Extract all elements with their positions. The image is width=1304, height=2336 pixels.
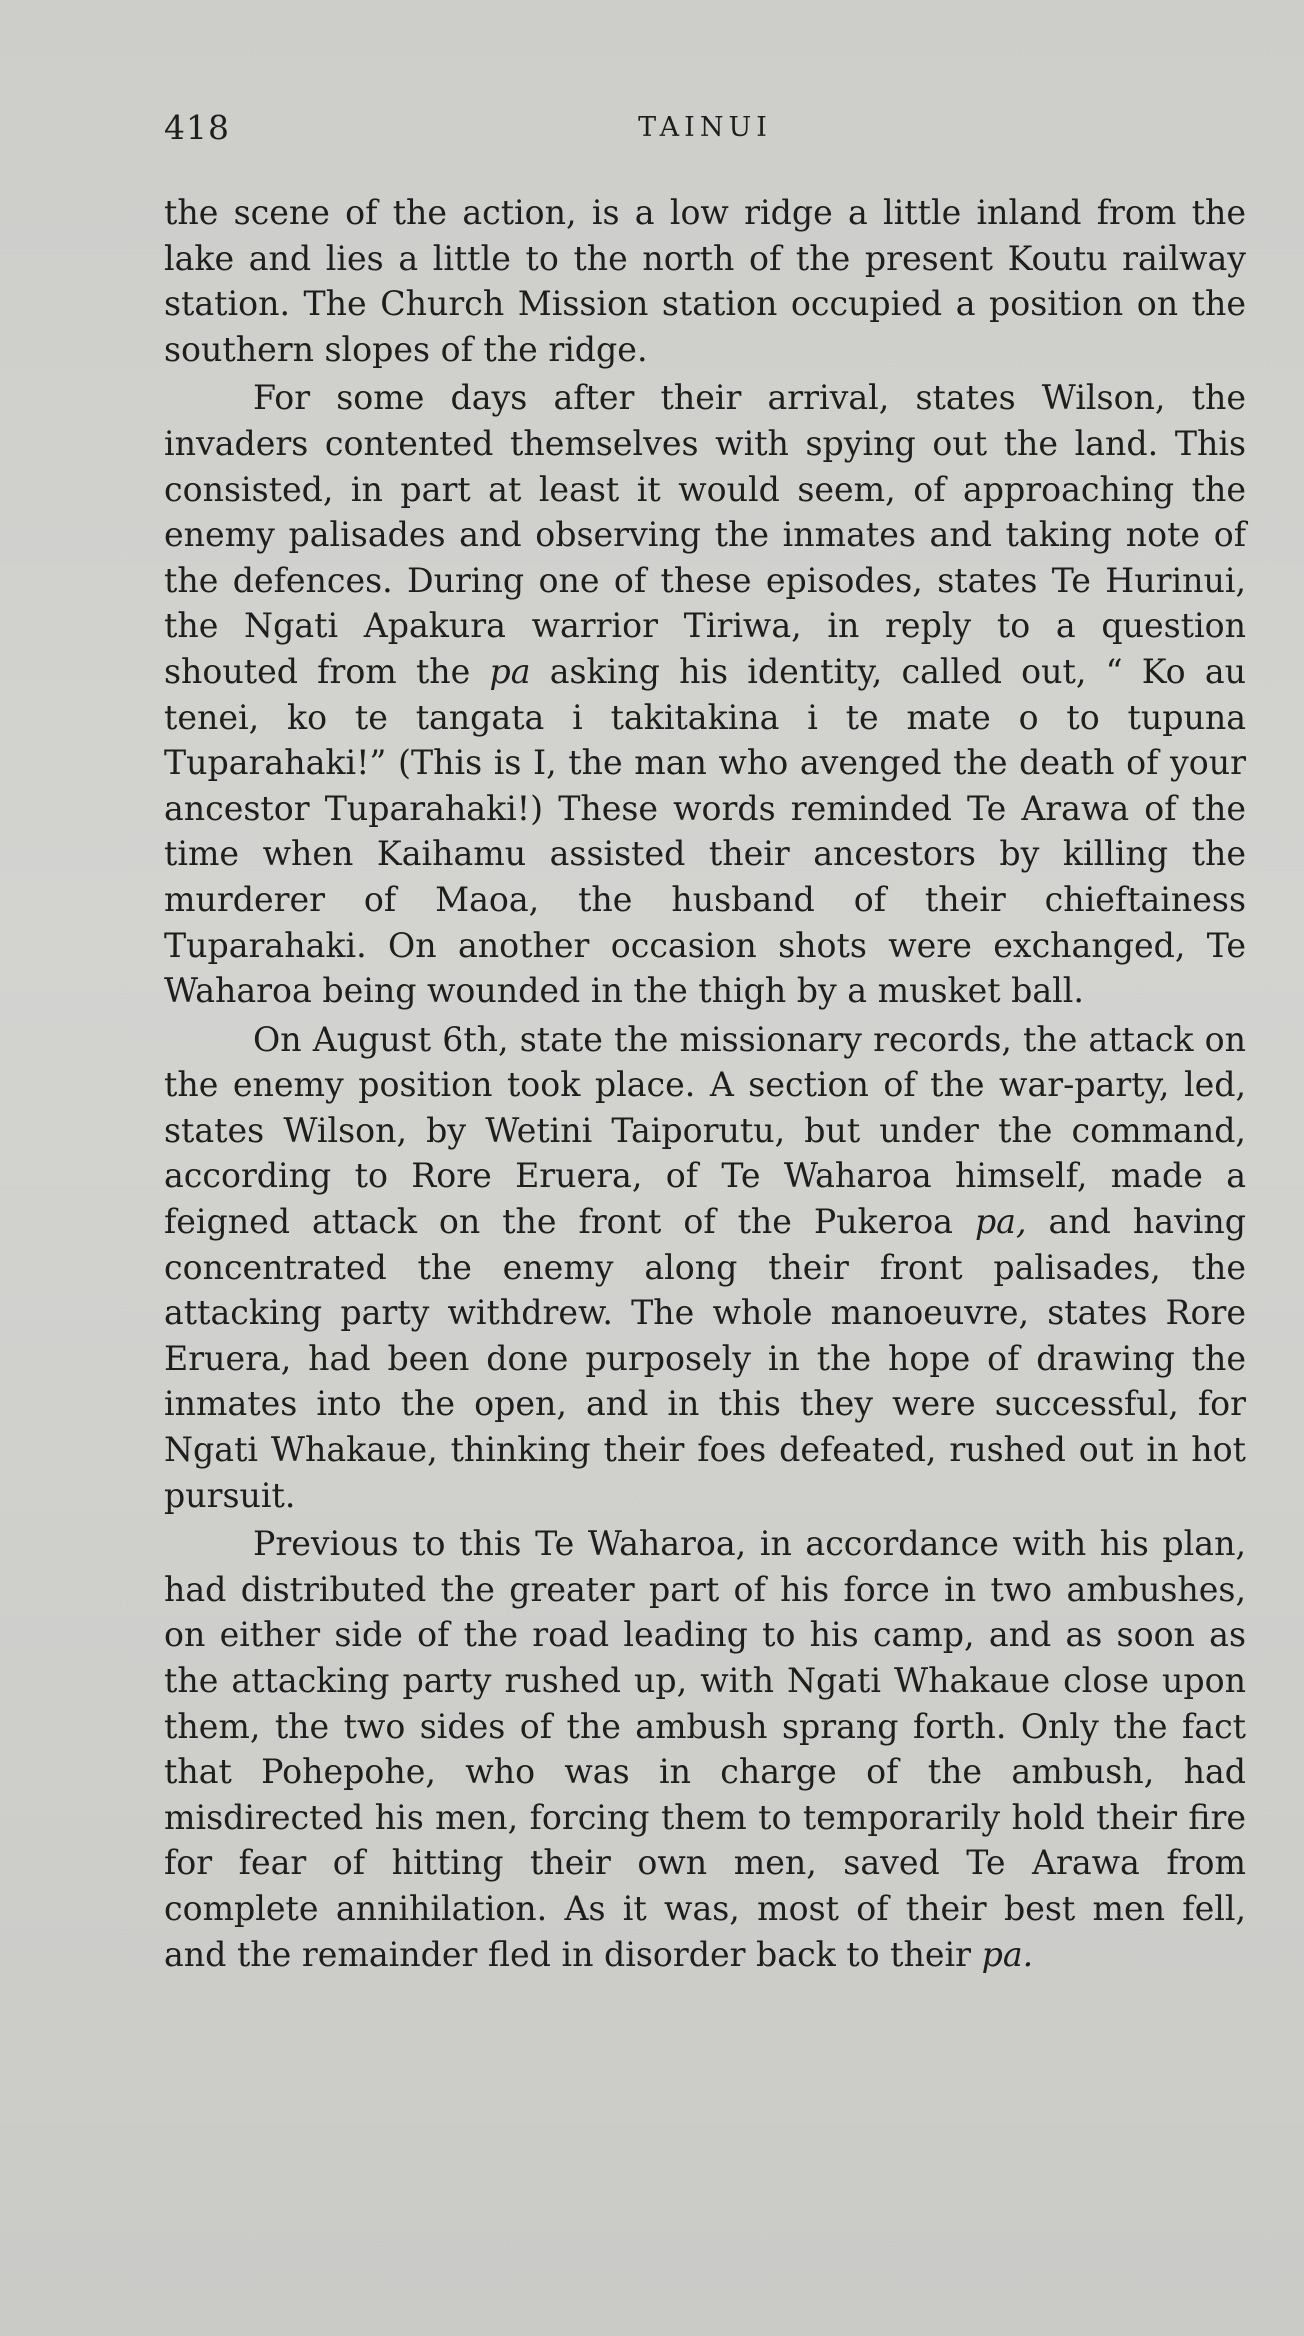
paragraph-1 [164,190,1246,372]
paragraph-3-italic-pa: pa, [974,1202,1027,1242]
running-title: TAINUI [638,112,772,143]
paragraph-3-text-b: and having concentrated the enemy along their front palisades, the attacking party withdrew. The whole manoeuvre, states Rore Eruera, had been done purposely in the hope of drawing the inmates into the open, and in this they were successful, for Ngati Whakaue, thinking their foes defeated, rushed out in hot pursuit. [164,1202,1247,1515]
body-text [164,190,1246,1977]
paragraph-2 [164,375,1246,1013]
paragraph-2-text-a: For some days after their arrival, states Wilson, the invaders contented themselves with spying out the land. This consisted, in part at least it would seem, of approaching the enemy palisades and observing the inmates and taking note of the defences. During one of these episodes, states Te Hurinui, the Ngati Apakura warrior Tiriwa, in reply to a question shouted from the [164,378,1246,691]
paragraph-2-text-b: asking his identity, called out, “ Ko au tenei, ko te tangata i takitakina i te mate o to tupuna Tuparahaki!” (This is I, the man who avenged the death of your ancestor Tuparahaki!) These words reminded Te Arawa of the time when Kaihamu assisted their ancestors by killing the murderer of Maoa, the husband of their chieftainess Tuparahaki. On another occasion shots were exchanged, Te Waharoa being wounded in the thigh by a musket ball. [164,651,1246,1011]
paragraph-3 [164,1017,1246,1519]
running-head [164,108,1246,156]
paragraph-3-text-a: On August 6th, state the missionary records, the attack on the enemy position took place. A section of the war-party, led, states Wilson, by Wetini Taiporutu, but under the command, according to Rore Eruera, of Te Waharoa himself, made a feigned attack on the front of the Pukeroa [164,1019,1246,1242]
page-number: 418 [164,108,230,147]
paragraph-1-text: the scene of the action, is a low ridge a little inland from the lake and lies a little to the north of the present Koutu railway station. The Church Mission station occupied a position on the southern slopes of the ridge. [164,193,1246,369]
paragraph-2-italic-pa: pa [489,651,531,691]
paragraph-4 [164,1521,1246,1977]
paragraph-4-text-a: Previous to this Te Waharoa, in accordance with his plan, had distributed the greater part of his force in two ambushes, on either side of the road leading to his camp, and as soon as the attacking party rushed up, with Ngati Whakaue close upon them, the two sides of the ambush sprang forth. Only the fact that Pohepohe, who was in charge of the ambush, had misdirected his men, forcing them to temporarily hold their fire for fear of hitting their own men, saved Te Arawa from complete annihilation. As it was, most of their best men fell, and the remainder fled in disorder back to their [164,1524,1246,1974]
paragraph-4-italic-pa: pa. [981,1934,1034,1974]
